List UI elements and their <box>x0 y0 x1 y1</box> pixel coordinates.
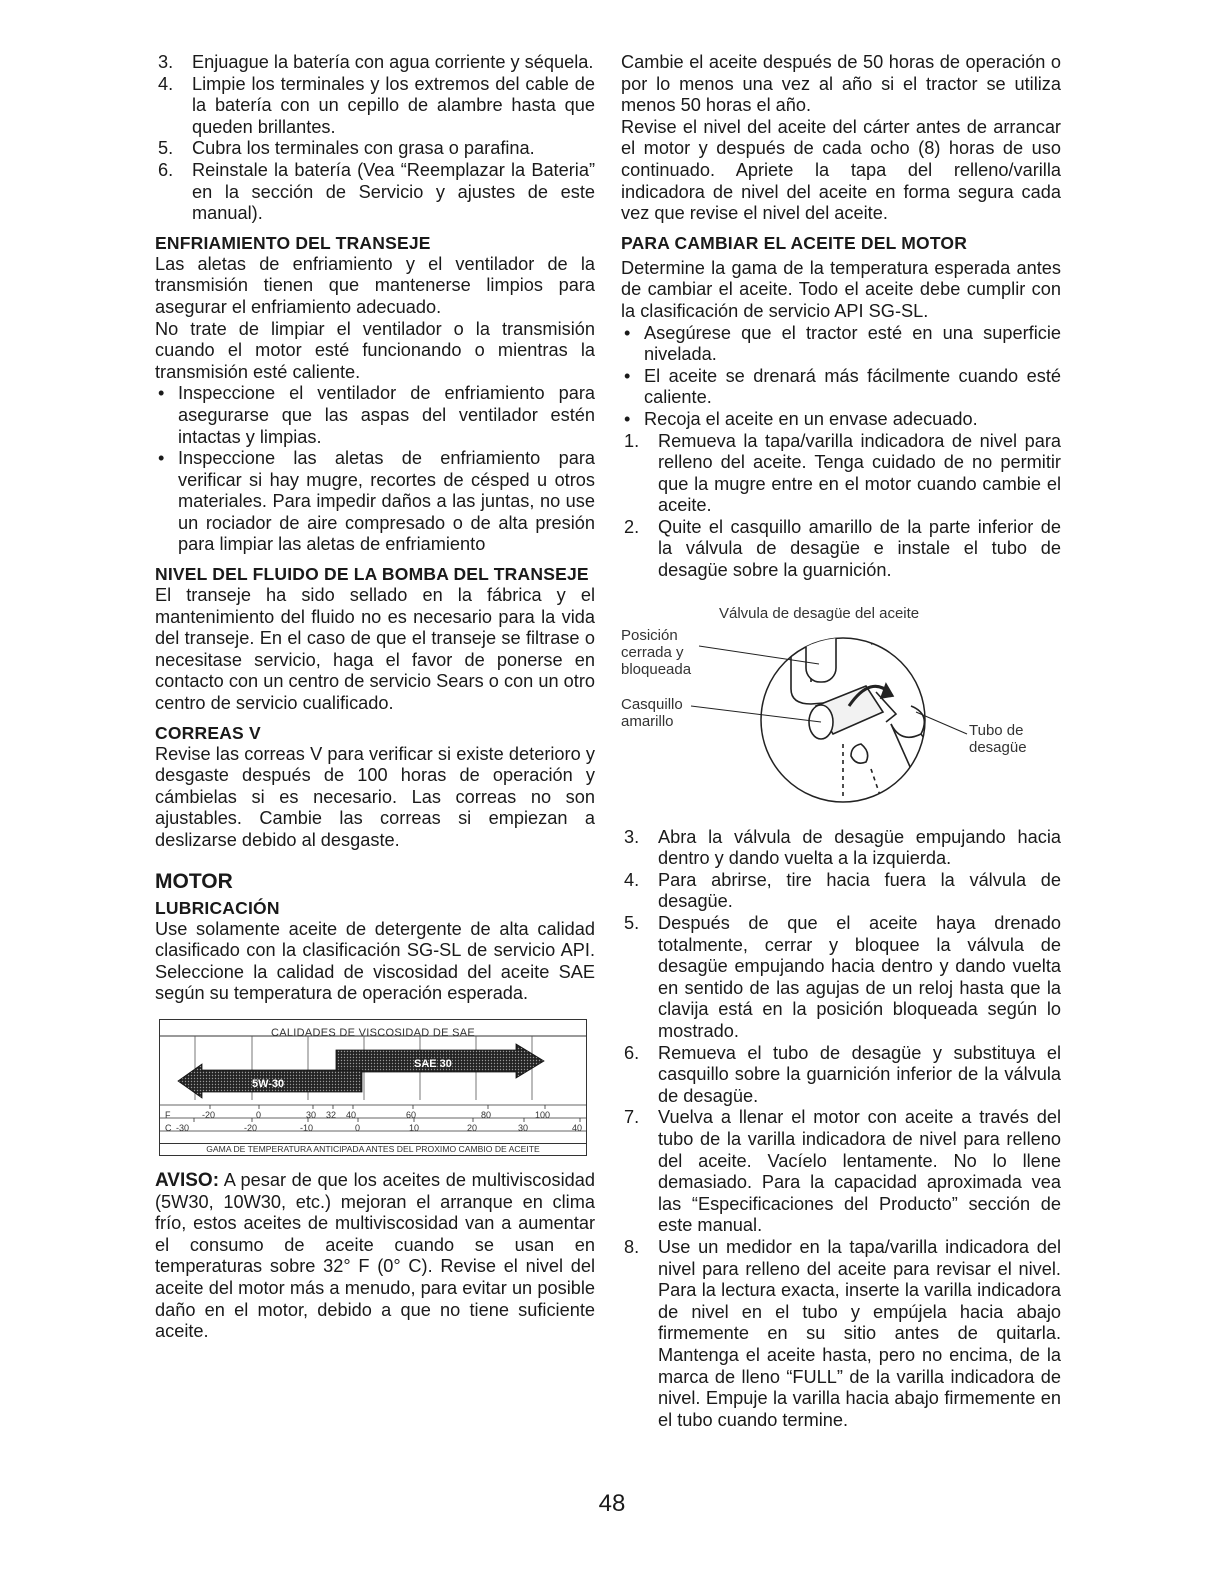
bullet-icon: • <box>624 365 631 386</box>
bullet-icon: • <box>624 408 631 429</box>
lubrication-paragraph: Use solamente aceite de detergente de alta calidad clasificado con la clasificación SG-SL de servicio API. Seleccione la calidad de viscosidad del aceite SAE según su temperatura de operación esperada. <box>155 918 595 1004</box>
aviso-paragraph: AVISO: A pesar de que los aceites de multiviscosidad (5W30, 10W30, etc.) mejoran el arranque en clima frío, estos aceites de multiviscosidad van a aumentar el consumo de aceite cuando se usan en temperaturas sobre 32° F (0° C). Revise el nivel del aceite del motor más a menudo, para evitar un posible daño en el motor, debido a que no tiene suficiente aceite. <box>155 1169 595 1342</box>
list-item: 2. Quite el casquillo amarillo de la parte inferior de la válvula de desagüe e instale el tubo de desagüe sobre la guarnición. <box>624 516 1061 581</box>
diagram-title: Válvula de desagüe del aceite <box>719 604 920 622</box>
temperature-paragraph: Determine la gama de la temperatura esperada antes de cambiar el aceite. Todo el aceite debe cumplir con la clasificación de servicio API SG-SL. <box>621 257 1061 321</box>
list-item: 1. Remueva la tapa/varilla indicadora de nivel para relleno del aceite. Tenga cuidado de no permitir que la mugre entre en el motor cuando cambie el aceite. <box>624 430 1061 516</box>
f-tick-label: 100 <box>535 1109 551 1120</box>
drain-steps-b <box>621 827 1061 1432</box>
list-item: 6. Remueva el tubo de desagüe y substituya el casquillo sobre la guarnición inferior de la válvula de desagüe. <box>624 1042 1061 1106</box>
pump-heading: NIVEL DEL FLUIDO DE LA BOMBA DEL TRANSEJE <box>155 564 589 585</box>
f-tick-label: -20 <box>202 1109 216 1120</box>
battery-steps <box>155 52 595 225</box>
cooling-bullets <box>155 383 595 556</box>
motor-heading: MOTOR <box>155 869 233 893</box>
list-item: 7. Vuelva a llenar el motor con aceite a través del tubo de la varilla indicadora de nivel para relleno del aceite. Vacíelo lentamente. No lo llene demasiado. Para la capacidad aproximada vea las “Especificaciones del Producto” sección de este manual. <box>624 1107 1061 1236</box>
drain-tube-label: Tubo de desagüe <box>969 721 1027 756</box>
lubrication-heading: LUBRICACIÓN <box>155 897 280 918</box>
c-axis-label: C <box>165 1122 172 1133</box>
bullet-icon: • <box>158 448 165 469</box>
c-tick-label: 40 <box>572 1122 583 1133</box>
list-item: • Inspeccione las aletas de enfriamiento para verificar si hay mugre, recortes de césped u otros materiales. Para impedir daños a las juntas, no use un rociador de aire compresado o de alta presión para limpiar las aletas de enfriamiento <box>158 448 595 555</box>
f-tick-label: 80 <box>481 1109 492 1120</box>
page-number: 48 <box>598 1490 626 1517</box>
f-tick-label: 32 <box>326 1109 337 1120</box>
list-item: 4. Limpie los terminales y los extremos del cable de la batería con un cepillo de alambre hasta que queden brillantes. <box>158 73 595 137</box>
list-item: 5. Cubra los terminales con grasa o parafina. <box>158 138 535 159</box>
change-oil-heading: PARA CAMBIAR EL ACEITE DEL MOTOR <box>621 232 968 253</box>
c-tick-label: 0 <box>355 1122 361 1133</box>
prep-bullets <box>621 323 1061 431</box>
list-item: 3. Enjuague la batería con agua corriente y séquela. <box>158 52 594 72</box>
c-tick-label: 10 <box>409 1122 420 1133</box>
f-tick-label: 60 <box>406 1109 417 1120</box>
list-item: 8. Use un medidor en la tapa/varilla indicadora del nivel para relleno del aceite para revisar el nivel. Para la lectura exacta, inserte la varilla indicadora de nivel en el tubo y empújela hacia abajo firmemente en su sitio antes de quitarla. Mantenga el aceite hasta, pero no encima, de la marca de lleno “FULL” de la varilla indicadora de nivel. Empuje la varilla hacia abajo firmemente en el tubo cuando termine. <box>624 1236 1061 1430</box>
closed-position-label: Posición cerrada y bloqueada <box>621 626 692 678</box>
viscosity-chart-title: CALIDADES DE VISCOSIDAD DE SAE <box>271 1026 475 1039</box>
cooling-paragraph: Las aletas de enfriamiento y el ventilador de la transmisión tienen que mantenerse limpios para asegurar el enfriamiento adecuado. <box>155 253 595 317</box>
pump-paragraph: El transeje ha sido sellado en la fábrica y el mantenimiento del fluido no es necesario para la vida del transeje. En el caso de que el transeje se filtrase o necesitase servicio, haga el favor de ponerse en contacto con un centro de servicio Sears o con un otro centro de servicio cualificado. <box>155 585 595 714</box>
viscosity-chart <box>159 1019 587 1156</box>
oil-change-paragraph: Cambie el aceite después de 50 horas de operación o por lo menos una vez al año si el tractor se utiliza menos 50 horas el año. <box>621 52 1061 116</box>
f-axis-label: F <box>165 1109 171 1120</box>
left-column <box>155 52 595 1343</box>
c-tick-label: -30 <box>176 1122 190 1133</box>
list-item: • Inspeccione el ventilador de enfriamiento para asegurarse que las aspas del ventilador estén intactas y limpias. <box>158 383 595 447</box>
bullet-icon: • <box>624 322 631 343</box>
list-item: 6. Reinstale la batería (Vea “Reemplazar la Bateria” en la sección de Servicio y ajustes de este manual). <box>158 159 595 224</box>
yellow-cap-label: Casquillo amarillo <box>621 695 683 730</box>
drain-valve-diagram <box>621 594 1061 819</box>
bullet-icon: • <box>158 383 165 404</box>
list-item: • Recoja el aceite en un envase adecuado. <box>624 408 978 429</box>
belts-heading: CORREAS V <box>155 722 261 743</box>
viscosity-chart-footer: GAMA DE TEMPERATURA ANTICIPADA ANTES DEL PROXIMO CAMBIO DE ACEITE <box>160 1143 586 1155</box>
list-item: • Asegúrese que el tractor esté en una superficie nivelada. <box>624 322 1061 365</box>
drain-steps-a <box>621 431 1061 582</box>
oil-check-paragraph: Revise el nivel del aceite del cárter antes de arrancar el motor y después de cada ocho (8) horas de uso continuado. Apriete la tapa del relleno/varilla indicadora de nivel del aceite en forma segura cada vez que revise el nivel del aceite. <box>621 116 1061 224</box>
c-tick-label: 20 <box>467 1122 478 1133</box>
cooling-paragraph-2: No trate de limpiar el ventilador o la transmisión cuando el motor esté funcionando o mientras la transmisión esté caliente. <box>155 318 595 382</box>
list-item: • El aceite se drenará más fácilmente cuando esté caliente. <box>624 365 1061 408</box>
right-column <box>621 52 1061 1431</box>
list-item: 3. Abra la válvula de desagüe empujando hacia dentro y dando vuelta a la izquierda. <box>624 826 1061 869</box>
sae30-label: SAE 30 <box>414 1057 452 1070</box>
cooling-heading: ENFRIAMIENTO DEL TRANSEJE <box>155 232 431 253</box>
belts-paragraph: Revise las correas V para verificar si existe deterioro y desgaste después de 100 horas de operación y cámbielas si es necesario. Las correas no son ajustables. Cambie las correas si empiezan a deslizarse debido al desgaste. <box>155 743 595 850</box>
c-tick-label: -20 <box>244 1122 258 1133</box>
f-tick-label: 30 <box>306 1109 317 1120</box>
list-item: 4. Para abrirse, tire hacia fuera la válvula de desagüe. <box>624 869 1061 912</box>
5w30-label: 5W-30 <box>252 1077 285 1090</box>
c-tick-label: 30 <box>518 1122 529 1133</box>
valve-illustration <box>621 594 1061 819</box>
f-tick-label: 40 <box>346 1109 357 1120</box>
f-tick-label: 0 <box>256 1109 262 1120</box>
c-tick-label: -10 <box>300 1122 314 1133</box>
aviso-label: AVISO: <box>155 1169 220 1191</box>
list-item: 5. Después de que el aceite haya drenado totalmente, cerrar y bloquee la válvula de desagüe empujando hacia dentro y dando vuelta en sentido de las agujas de un reloj hasta que la clavija está en la posición bloqueada según lo mostrado. <box>624 913 1061 1041</box>
